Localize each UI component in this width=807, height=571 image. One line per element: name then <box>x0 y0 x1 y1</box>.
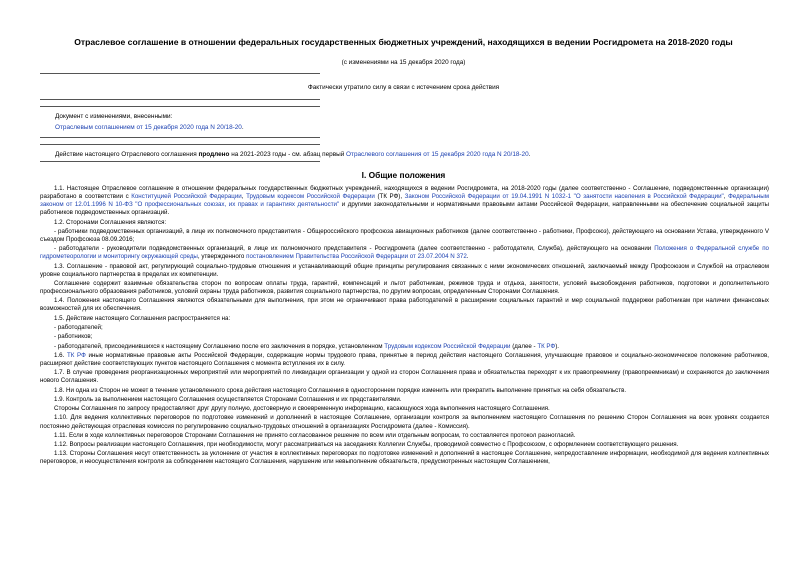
paragraph: 1.9. Контроль за выполнением настоящего Соглашения осуществляется Сторонами Соглашения и их представителями. <box>54 395 402 403</box>
text: . <box>466 253 469 261</box>
document-title: Отраслевое соглашение в отношении федеральных государственных бюджетных учреждений, находящихся в ведении Росгидромета на 2018-2020 годы <box>74 37 733 47</box>
text: (ТК РФ), <box>374 193 405 201</box>
text: , <box>241 193 247 201</box>
extension-tail: . <box>528 151 531 158</box>
law-link[interactable]: ТК РФ <box>66 351 86 359</box>
divider <box>40 161 320 162</box>
text: , <box>723 193 729 201</box>
changes-tail: . <box>241 124 244 131</box>
paragraph: - работники подведомственных организаций, в лице их полномочного представителя - Общероссийского профсоюза авиационных работников (далее соответственно - работники, Профсоюз), действующего на основании Устава, утвержденного V съездом Профсоюза 08.09.2016; <box>40 227 769 243</box>
law-link[interactable]: Законом Российской Федерации от 19.04.1991 N 1032-1 "О занятости населения в Российской Федерации" <box>404 193 724 201</box>
divider <box>40 137 320 138</box>
divider <box>40 144 320 145</box>
law-link[interactable]: Трудовым кодексом Российской Федерации <box>246 193 375 201</box>
text: , утвержденного <box>197 253 247 261</box>
paragraph: 1.12. Вопросы реализации настоящего Соглашения, при необходимости, могут рассматриваться на заседаниях Коллегии Службы, проводимой совместно с Профсоюзом, с оформлением соответствующего решения. <box>54 441 679 449</box>
status-note: Фактически утратило силу в связи с истечением срока действия <box>307 84 500 91</box>
text: и другими законодательными и нормативными правовыми актами Российской Федерации, направленными на обеспечение социальной защиты работников подведомственных организаций. <box>40 201 769 217</box>
section-title: I. Общие положения <box>361 170 446 180</box>
paragraph: - работодателей; <box>54 324 103 331</box>
law-link[interactable]: Трудовым кодексом Российской Федерации <box>384 342 511 350</box>
law-link[interactable]: Конституцией Российской Федерации <box>131 193 242 201</box>
law-link[interactable]: ТК РФ <box>537 342 556 350</box>
paragraph: - работников; <box>54 333 93 341</box>
paragraph: Стороны Соглашения по запросу предоставляют друг другу полную, достоверную и своевременную информацию, касающуюся хода выполнения настоящего Соглашения. <box>54 405 550 413</box>
law-link[interactable]: Положения о Федеральной службе по гидрометеорологии и мониторингу окружающей среды <box>40 245 769 261</box>
text: (далее - <box>510 342 538 350</box>
text: - работодателей, присоединившихся к настоящему Соглашению после его заключения в порядке, установленном <box>54 342 385 350</box>
paragraph: 1.10. Для ведения коллективных переговоров по подготовке изменений и дополнений в настоящее Соглашение, организации контроля за выполнением настоящего Соглашения по решению Сторон Соглашения на всех уровнях создается постоянно действующая отраслевая комиссия по регулированию социально-трудовых отношений в организациях Росгидромета (далее - Комиссия). <box>40 414 769 430</box>
paragraph: 1.5. Действие настоящего Соглашения распространяется на: <box>54 314 231 322</box>
paragraph: 1.3. Соглашение - правовой акт, регулирующий социально-трудовые отношения и устанавливающий общие принципы регулирования связанных с ними экономических отношений, заключаемый между Профсоюзом и Службой на отраслевом уровне социального партнерства в пределах их компетенции. <box>40 262 769 278</box>
paragraph <box>40 245 769 261</box>
extension-text-2: на 2021-2023 годы - см. абзац первый <box>229 151 347 158</box>
extension-text-1: Действие настоящего Отраслевого соглашения <box>55 151 199 158</box>
paragraph: 1.4. Положения настоящего Соглашения являются обязательными для выполнения, при этом не ограничивают права работодателей в расширении социальных гарантий и мер социальной поддержки работникам при наличии финансовых возможностей для их обеспечения. <box>40 297 769 313</box>
divider <box>40 106 320 107</box>
extension-link[interactable]: Отраслевого соглашения от 15 декабря 2020 года N 20/18-20 <box>346 151 529 158</box>
paragraph <box>40 185 769 217</box>
paragraph: 1.8. Ни одна из Сторон не может в течение установленного срока действия настоящего Соглашения в одностороннем порядке изменить или прекратить выполнение принятых на себя обязательств. <box>54 386 627 394</box>
paragraph <box>40 343 769 351</box>
law-link[interactable]: постановлением Правительства Российской Федерации от 23.07.2004 N 372 <box>246 253 467 261</box>
paragraph: 1.13. Стороны Соглашения несут ответственность за уклонение от участия в коллективных переговорах по подготовке изменений и дополнений в настоящее Соглашение, непредоставление информации, необходимой для ведения коллективных переговоров, и неосуществления контроля за соблюдением настоящего Соглашения, нарушение или невыполнение обязательств, предусмотренных настоящим Соглашением, <box>40 450 769 466</box>
text: ). <box>555 342 559 350</box>
changes-link[interactable]: Отраслевым соглашением от 15 декабря 2020 года N 20/18-20 <box>55 124 242 131</box>
paragraph <box>40 352 769 368</box>
divider <box>40 73 320 74</box>
paragraph: 1.7. В случае проведения реорганизационных мероприятий или мероприятий по ликвидации организации у одной из сторон Соглашения права и обязательства переходят к их правопреемнику (правопреемникам) и сохраняются до заключения нового Соглашения. <box>40 369 769 385</box>
text: 1.6. <box>54 351 67 359</box>
document-subtitle: (с изменениями на 15 декабря 2020 года) <box>341 59 466 66</box>
extension-note <box>55 151 530 158</box>
law-link[interactable]: Федеральным законом от 12.01.1996 N 10-ФЗ "О профессиональных союзах, их правах и гарантиях деятельности" <box>40 193 769 209</box>
document-body <box>40 185 769 468</box>
text: иные нормативные правовые акты Российской Федерации, содержащие нормы трудового права, принятые в период действия настоящего Соглашения, улучшающие правовое и социально-экономическое положение работников, расширяют действие соответствующих пунктов настоящего Соглашения с момента вступления их в силу. <box>40 351 769 367</box>
text: 1.1. Настоящее Отраслевое соглашение в отношении федеральных государственных бюджетных учреждений, находящихся в ведении Росгидромета, на 2018-2020 годы (далее соответственно - Соглашение, подведомственные организации) разработано в соответствии с <box>40 185 769 201</box>
text: - работодатели - руководители подведомственных организаций, в лице их полномочного представителя - Росгидромета (далее соответственно - работодатели, Служба), действующего на основании <box>54 245 655 253</box>
paragraph: 1.11. Если в ходе коллективных переговоров Сторонами Соглашения не принято согласованное решение по всем или отдельным вопросам, то составляется протокол разногласий. <box>54 431 576 439</box>
extension-bold: продлено <box>198 151 230 158</box>
paragraph: Соглашение содержит взаимные обязательства сторон по вопросам оплаты труда, гарантий, компенсаций и льгот работникам, режимов труда и отдыха, занятости, условий высвобождения работников, подготовки и дополнительного профессионального образования работников, условий охраны труда работников, развития социального партнерства, по другим вопросам, определенным Сторонами Соглашения. <box>40 279 769 296</box>
paragraph: 1.2. Сторонами Соглашения являются: <box>54 218 167 226</box>
changes-label: Документ с изменениями, внесенными: <box>55 113 173 120</box>
divider <box>40 99 320 100</box>
changes-line <box>55 124 244 131</box>
